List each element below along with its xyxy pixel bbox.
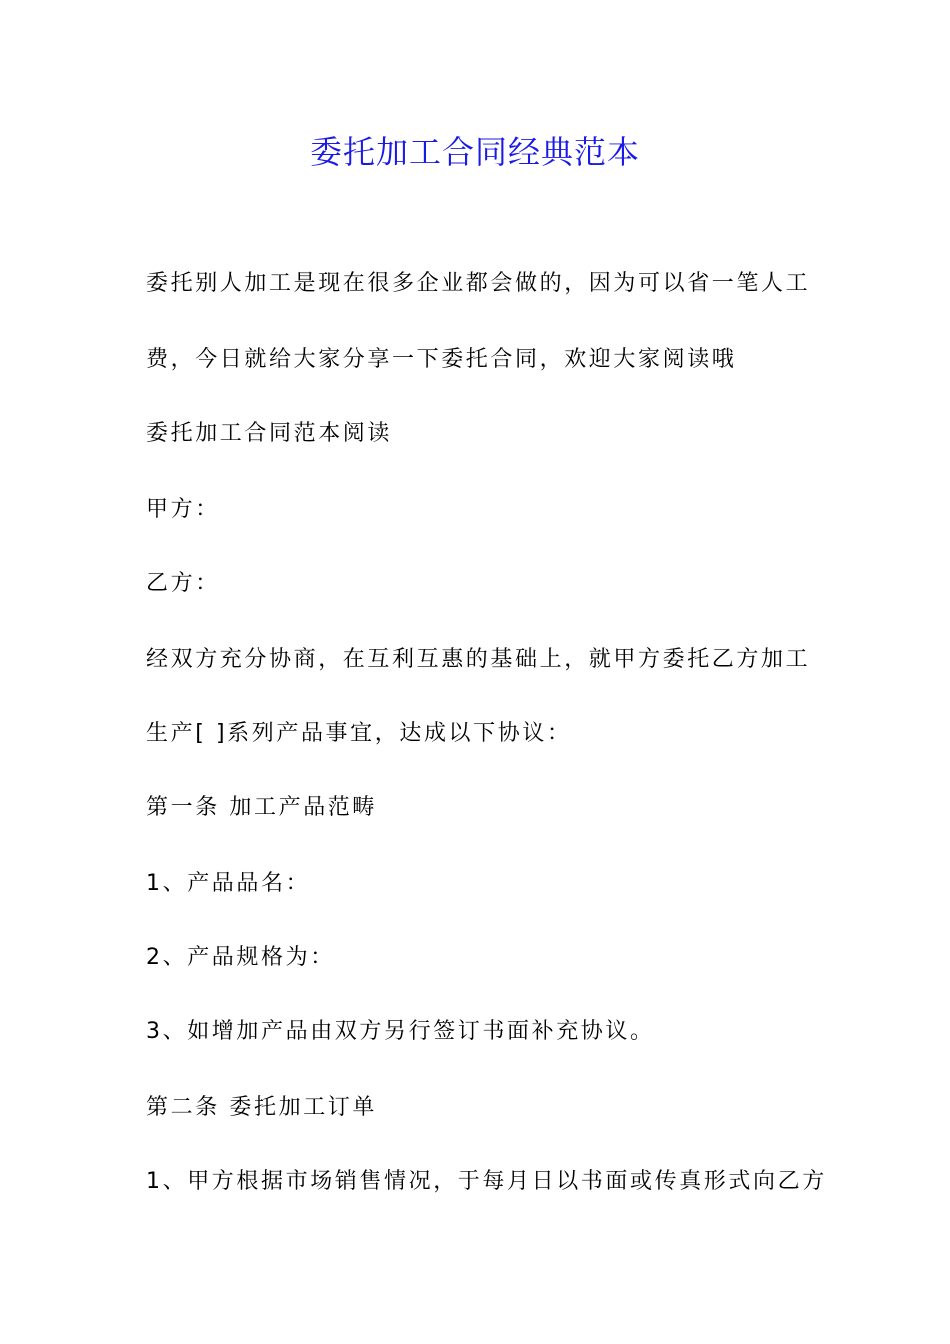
party-a-label: 甲方：	[146, 497, 220, 522]
section-heading: 委托加工合同范本阅读	[146, 421, 393, 446]
intro-paragraph-line-1: 委托别人加工是现在很多企业都会做的，因为可以省一笔人工	[146, 271, 811, 296]
article-2-heading: 第二条 委托加工订单	[146, 1095, 377, 1120]
article-1-item-3: 3、如增加产品由双方另行签订书面补充协议。	[146, 1019, 655, 1044]
article-1-heading: 第一条 加工产品范畴	[146, 795, 377, 820]
article-1-item-1: 1、产品品名：	[146, 871, 311, 896]
article-2-item-1: 1、甲方根据市场销售情况，于每月日以书面或传真形式向乙方	[146, 1169, 827, 1194]
article-1-item-2: 2、产品规格为：	[146, 945, 335, 970]
document-title: 委托加工合同经典范本	[309, 133, 640, 171]
party-b-label: 乙方：	[146, 571, 220, 596]
intro-paragraph-line-2: 费，今日就给大家分享一下委托合同，欢迎大家阅读哦	[146, 347, 737, 372]
agreement-preamble-line-2: 生产[ ]系列产品事宜，达成以下协议：	[146, 721, 572, 746]
agreement-preamble-line-1: 经双方充分协商，在互利互惠的基础上，就甲方委托乙方加工	[146, 647, 811, 672]
